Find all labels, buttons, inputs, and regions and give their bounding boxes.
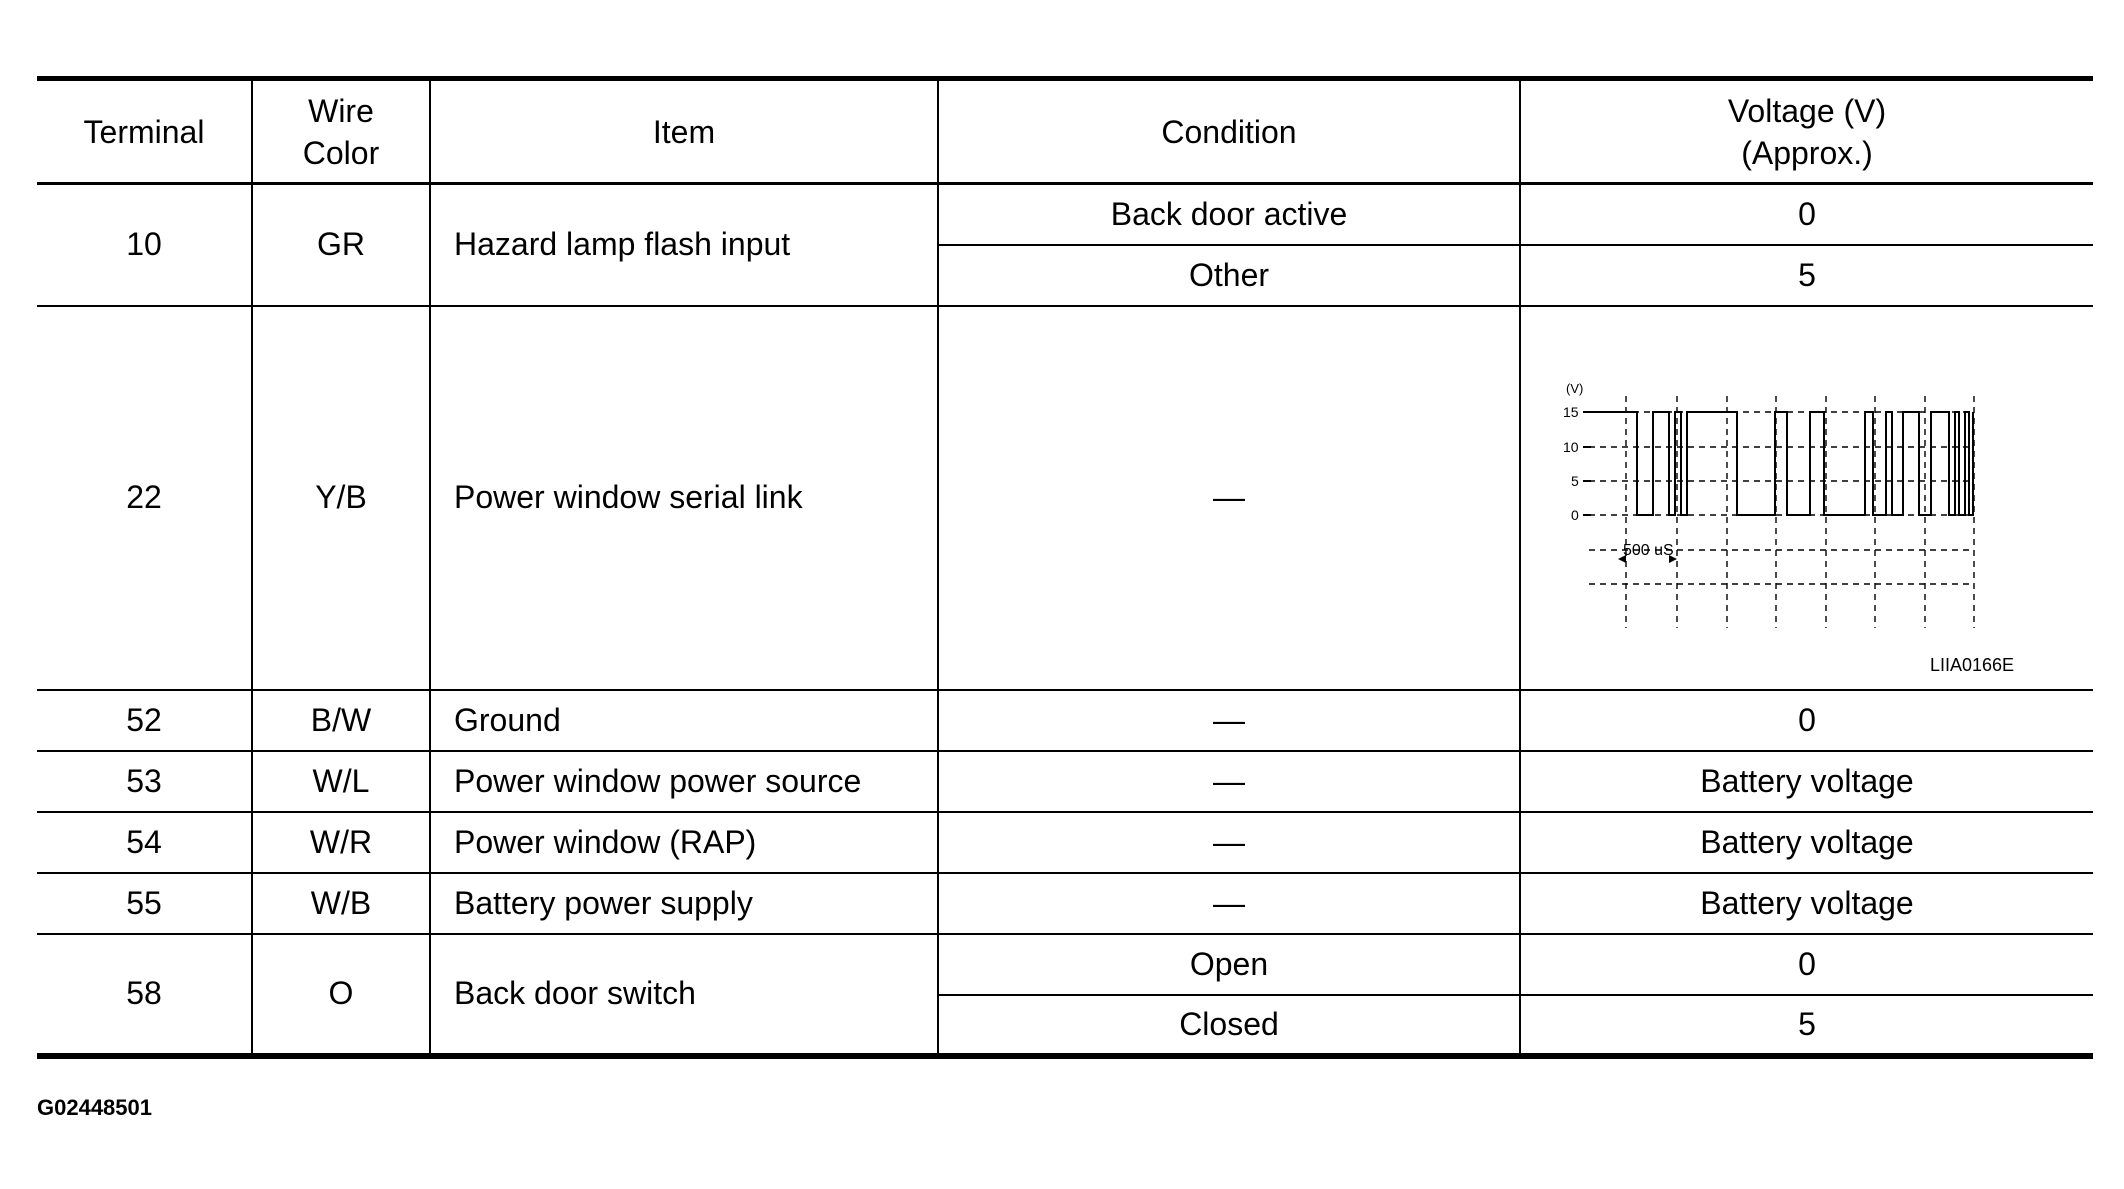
item-cell: Power window power source — [430, 751, 938, 812]
voltage-cell: Battery voltage — [1520, 812, 2093, 873]
voltage-cell-waveform — [1520, 306, 2093, 690]
item-cell: Battery power supply — [430, 873, 938, 934]
condition-cell: — — [938, 306, 1520, 690]
waveform-time-label: 500 uS — [1623, 541, 1674, 559]
condition-cell: Open — [938, 934, 1520, 995]
header-wire-color-line2: Color — [302, 134, 380, 171]
header-voltage-line1: Voltage (V) — [1727, 92, 1887, 129]
table-row — [37, 873, 2093, 934]
waveform-y-tick: 0 — [1571, 506, 1579, 523]
wire-color-cell: W/B — [252, 873, 430, 934]
condition-cell: — — [938, 690, 1520, 751]
terminal-cell: 53 — [37, 751, 252, 812]
condition-cell: Back door active — [938, 184, 1520, 245]
wire-color-cell: GR — [252, 184, 430, 306]
item-cell: Ground — [430, 690, 938, 751]
voltage-cell: 0 — [1520, 184, 2093, 245]
header-wire-color-line1: Wire — [308, 92, 374, 129]
waveform-trace — [1591, 412, 1973, 515]
condition-cell: — — [938, 751, 1520, 812]
voltage-cell: 5 — [1520, 245, 2093, 306]
item-cell: Power window (RAP) — [430, 812, 938, 873]
wire-color-cell: W/L — [252, 751, 430, 812]
wire-color-cell: O — [252, 934, 430, 1056]
table-row — [37, 184, 2093, 245]
waveform-grid — [1589, 396, 1974, 628]
condition-cell: — — [938, 873, 1520, 934]
terminal-cell: 55 — [37, 873, 252, 934]
waveform-y-tick: 5 — [1571, 472, 1579, 489]
voltage-cell: 0 — [1520, 934, 2093, 995]
terminal-cell: 22 — [37, 306, 252, 690]
wire-color-cell: W/R — [252, 812, 430, 873]
wire-color-cell: B/W — [252, 690, 430, 751]
wire-color-cell: Y/B — [252, 306, 430, 690]
voltage-cell: Battery voltage — [1520, 751, 2093, 812]
condition-cell: — — [938, 812, 1520, 873]
header-voltage-line2: (Approx.) — [1741, 134, 1873, 171]
item-cell: Power window serial link — [430, 306, 938, 690]
header-wire-color — [252, 79, 430, 184]
waveform-y-ticks-marks — [1583, 412, 1591, 515]
table-row — [37, 751, 2093, 812]
waveform-y-tick: 10 — [1563, 438, 1579, 455]
waveform-y-tick: 15 — [1563, 403, 1579, 420]
header-terminal: Terminal — [37, 79, 252, 184]
item-cell: Back door switch — [430, 934, 938, 1056]
terminal-table — [37, 76, 2093, 1059]
waveform-unit-label: (V) — [1566, 380, 1584, 396]
voltage-cell: 5 — [1520, 995, 2093, 1056]
terminal-cell: 54 — [37, 812, 252, 873]
terminal-cell: 58 — [37, 934, 252, 1056]
table-row — [37, 306, 2093, 690]
header-item: Item — [430, 79, 938, 184]
terminal-cell: 52 — [37, 690, 252, 751]
item-cell: Hazard lamp flash input — [430, 184, 938, 306]
condition-cell: Other — [938, 245, 1520, 306]
header-voltage — [1520, 79, 2093, 184]
document-id: G02448501 — [37, 1095, 152, 1120]
condition-cell: Closed — [938, 995, 1520, 1056]
serial-link-waveform — [1521, 308, 2094, 688]
table-row — [37, 934, 2093, 995]
voltage-cell: Battery voltage — [1520, 873, 2093, 934]
header-condition: Condition — [938, 79, 1520, 184]
terminal-cell: 10 — [37, 184, 252, 306]
table-row — [37, 812, 2093, 873]
table-row — [37, 690, 2093, 751]
waveform-figure-id: LIIA0166E — [1930, 654, 2015, 675]
voltage-cell: 0 — [1520, 690, 2093, 751]
